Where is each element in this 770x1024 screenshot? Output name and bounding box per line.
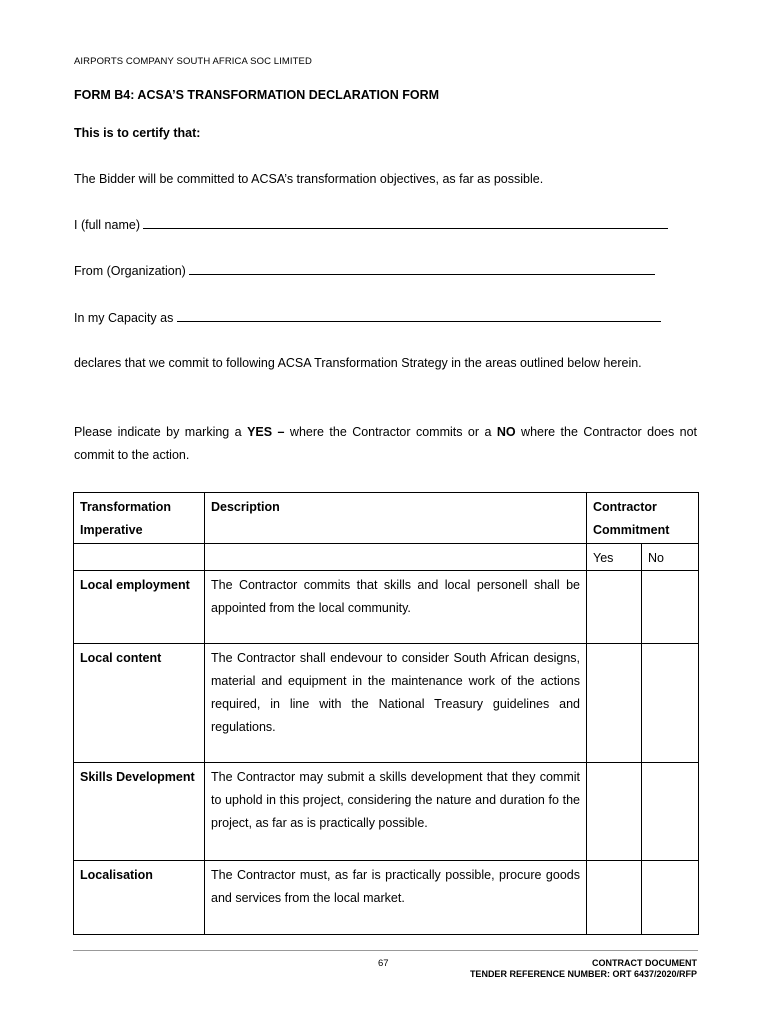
company-header: AIRPORTS COMPANY SOUTH AFRICA SOC LIMITED bbox=[74, 56, 312, 67]
instruction-no: NO bbox=[496, 425, 516, 439]
instruction-paragraph bbox=[74, 421, 697, 467]
capacity-field[interactable] bbox=[74, 310, 661, 325]
transformation-table bbox=[73, 492, 699, 935]
page-number: 67 bbox=[378, 958, 389, 969]
header-no: No bbox=[642, 544, 699, 571]
header-yes: Yes bbox=[587, 544, 642, 571]
table-header-row bbox=[74, 493, 699, 544]
header-commitment: Contractor Commitment bbox=[587, 493, 699, 544]
commitment-statement: The Bidder will be committed to ACSA’s transformation objectives, as far as possible. bbox=[74, 172, 544, 186]
organization-label: From (Organization) bbox=[74, 264, 186, 278]
instruction-text-1: Please indicate by marking a bbox=[74, 425, 248, 439]
row-no-cell[interactable] bbox=[642, 861, 699, 935]
table-row bbox=[74, 763, 699, 861]
row-imperative: Skills Development bbox=[74, 763, 205, 861]
row-imperative: Local content bbox=[74, 644, 205, 763]
footer-reference bbox=[470, 958, 697, 980]
row-yes-cell[interactable] bbox=[587, 763, 642, 861]
row-description: The Contractor commits that skills and local personell shall be appointed from the local community. bbox=[205, 571, 587, 644]
table-row bbox=[74, 571, 699, 644]
row-description: The Contractor may submit a skills development that they commit to uphold in this project, considering the nature and duration fo the project, as far as is practically possible. bbox=[205, 763, 587, 861]
row-no-cell[interactable] bbox=[642, 644, 699, 763]
row-yes-cell[interactable] bbox=[587, 571, 642, 644]
row-description: The Contractor shall endevour to consider South African designs, material and equipment in the maintenance work of the actions required, in line with the National Treasury guidelines and regulations. bbox=[205, 644, 587, 763]
row-no-cell[interactable] bbox=[642, 571, 699, 644]
header-description: Description bbox=[205, 493, 587, 544]
subheader-empty-2 bbox=[205, 544, 587, 571]
organization-field[interactable] bbox=[74, 263, 655, 278]
instruction-yes: YES – bbox=[247, 425, 285, 439]
subheader-empty-1 bbox=[74, 544, 205, 571]
row-yes-cell[interactable] bbox=[587, 861, 642, 935]
table-row bbox=[74, 861, 699, 935]
row-no-cell[interactable] bbox=[642, 763, 699, 861]
row-imperative: Localisation bbox=[74, 861, 205, 935]
header-imperative: Transformation Imperative bbox=[74, 493, 205, 544]
full-name-input-line[interactable] bbox=[143, 217, 668, 229]
table-row bbox=[74, 644, 699, 763]
form-title: FORM B4: ACSA’S TRANSFORMATION DECLARATION FORM bbox=[74, 88, 440, 102]
table-subheader-row bbox=[74, 544, 699, 571]
certify-heading: This is to certify that: bbox=[74, 126, 201, 140]
row-imperative: Local employment bbox=[74, 571, 205, 644]
footer-divider bbox=[73, 950, 698, 951]
capacity-label: In my Capacity as bbox=[74, 311, 174, 325]
declaration-paragraph: declares that we commit to following ACSA Transformation Strategy in the areas outlined below herein. bbox=[74, 356, 642, 370]
organization-input-line[interactable] bbox=[189, 263, 655, 275]
capacity-input-line[interactable] bbox=[177, 310, 661, 322]
row-yes-cell[interactable] bbox=[587, 644, 642, 763]
row-description: The Contractor must, as far is practically possible, procure goods and services from the local market. bbox=[205, 861, 587, 935]
footer-tender-ref: TENDER REFERENCE NUMBER: ORT 6437/2020/RFP bbox=[469, 969, 697, 979]
full-name-field[interactable] bbox=[74, 217, 668, 232]
full-name-label: I (full name) bbox=[74, 218, 140, 232]
footer-doc-type: CONTRACT DOCUMENT bbox=[592, 958, 697, 968]
instruction-text-3: where the Contractor does not commit to the action. bbox=[74, 425, 698, 462]
instruction-text-2: where the Contractor commits or a bbox=[284, 425, 497, 439]
